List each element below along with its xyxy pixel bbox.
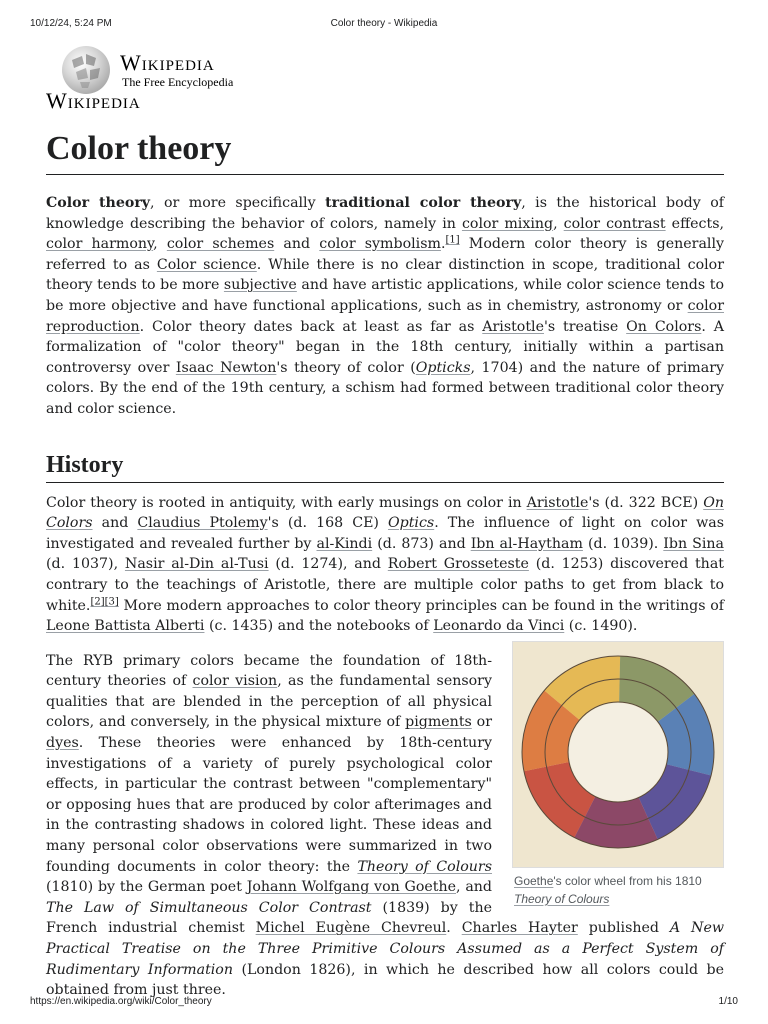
lead-paragraph [46, 193, 724, 420]
text-run: , 1704) and the nature of primary colors. By the end of the 19th century, a schism had formed between traditional color theory and color science. [46, 359, 724, 417]
print-datetime: 10/12/24, 5:24 PM [30, 18, 112, 29]
text-run: (1810) by the German poet [46, 879, 247, 896]
article-link[interactable]: color vision [192, 673, 278, 690]
article-link[interactable]: pigments [405, 714, 472, 731]
bold-term: traditional color theory [325, 195, 522, 211]
text-run: 's treatise [543, 318, 627, 335]
text-run: (c. 1435) and the notebooks of [204, 618, 434, 635]
text-run: , [553, 215, 564, 232]
text-run: More modern approaches to color theory principles can be found in the writings of [118, 597, 724, 614]
article-link[interactable]: Robert Grosseteste [387, 556, 529, 573]
article-link[interactable]: color symbolism [319, 236, 441, 253]
globe-icon [62, 46, 110, 94]
article-link[interactable]: Color science [156, 256, 257, 273]
section-heading-history: History [46, 448, 724, 483]
text-run: (d. 1253) discovered that contrary to the teachings of Aristotle, there are multiple color paths to get from black to white. [46, 556, 724, 614]
text-run: . Color theory dates back at least as far as [139, 318, 483, 335]
text-run: effects, [665, 215, 724, 232]
print-page-title: Color theory - Wikipedia [330, 18, 438, 29]
article-link[interactable]: color schemes [166, 236, 275, 253]
text-run: (d. 873) and [372, 535, 471, 552]
text-run: The RYB primary colors became the foundation of 18th-century theories of [46, 652, 492, 690]
article-link[interactable]: On Colors [626, 318, 702, 335]
text-run: (1839) by the French industrial chemist [46, 899, 492, 937]
article-link[interactable]: Optics [388, 515, 435, 532]
italic-title: A New Practical Treatise on the Three Primitive Colours Assumed as a Perfect System of Rudimentary Information [46, 920, 724, 978]
text-run: and [92, 515, 138, 532]
text-run: , or more specifically [150, 195, 326, 211]
text-run: (d. 1039). [582, 535, 664, 552]
article-link[interactable]: color contrast [563, 215, 666, 232]
italic-title: The Law of Simultaneous Color Contrast [46, 899, 372, 916]
article-link[interactable]: Opticks [415, 359, 471, 376]
article-link[interactable]: Ibn Sina [663, 535, 724, 552]
article-link[interactable]: subjective [223, 277, 297, 294]
article-link[interactable]: Aristotle [526, 494, 589, 511]
text-run: , [153, 236, 167, 253]
text-run: 's (d. 322 BCE) [588, 494, 704, 511]
goethe-color-wheel-figure [512, 641, 724, 912]
article-content [46, 124, 724, 1001]
color-wheel-image[interactable] [512, 641, 724, 868]
text-run: (d. 1274), and [268, 556, 388, 573]
article-link[interactable]: Charles Hayter [461, 920, 578, 937]
text-run: and have artistic applications, while color science tends to be more objective and have functional applications, such as in chemistry, astronomy or [46, 277, 724, 314]
text-run: . A formalization of "color theory" began in the 18th century, initially within a partisan controversy over [46, 318, 724, 376]
article-link[interactable]: On Colors [46, 494, 724, 532]
bold-term: Color theory [46, 195, 151, 211]
citation-link[interactable]: [2] [90, 595, 105, 607]
article-link[interactable]: dyes [46, 735, 79, 752]
text-run: or [471, 714, 492, 731]
print-page-number: 1/10 [718, 996, 738, 1007]
text-run: . These theories were enhanced by 18th-century investigations of a variety of purely psychological color effects, in particular the contrast between "complementary" or opposing hues that are produced by color afterimages and in the contrasting shadows in colored light. These ideas and many personal color observations were summarized in two founding documents in color theory: the [46, 735, 492, 875]
article-link[interactable]: Ibn al-Haytham [470, 535, 583, 552]
article-link[interactable]: Nasir al-Din al-Tusi [124, 556, 269, 573]
text-run: (London 1826), in which he described how all colors could be obtained from just three. [46, 961, 724, 999]
wordmark-secondary: Wikipedia [46, 88, 141, 113]
wordmark: Wikipedia [120, 50, 215, 75]
caption-text: 's color wheel from his 1810 [553, 873, 702, 888]
article-link[interactable]: color harmony [46, 236, 154, 253]
text-run: . [446, 920, 462, 937]
article-link[interactable]: Theory of Colours [357, 858, 492, 875]
article-link[interactable]: Michel Eugène Chevreul [255, 920, 447, 937]
article-link[interactable]: Isaac Newton [175, 359, 277, 376]
article-link[interactable]: al-Kindi [316, 535, 373, 552]
wheel-center [569, 703, 667, 801]
text-run: . While there is no clear distinction in scope, traditional color theory tends to be more [46, 256, 724, 294]
text-run: published [577, 920, 670, 937]
article-link[interactable]: color reproduction [46, 297, 724, 335]
tagline: The Free Encyclopedia [122, 75, 234, 89]
text-run: 's theory of color ( [276, 359, 416, 376]
text-run: (d. 1037), [46, 556, 125, 573]
citation-link[interactable]: [3] [104, 595, 119, 607]
text-run: Modern color theory is generally referred to as [46, 236, 724, 273]
text-run: (c. 1490). [564, 618, 638, 635]
caption-link-theory-of-colours[interactable]: Theory of Colours [514, 891, 610, 906]
text-run: . [440, 236, 446, 253]
article-link[interactable]: Johann Wolfgang von Goethe [246, 879, 457, 896]
article-link[interactable]: Leonardo da Vinci [433, 618, 565, 635]
article-link[interactable]: color mixing [461, 215, 554, 232]
article-link[interactable]: Leone Battista Alberti [46, 618, 205, 635]
article-link[interactable]: Claudius Ptolemy [137, 515, 268, 532]
page-title: Color theory [46, 124, 724, 175]
text-run: and [274, 236, 320, 253]
citation-link[interactable]: [1] [445, 234, 460, 246]
text-run: , and [456, 879, 492, 896]
history-paragraph-1 [46, 493, 724, 637]
print-header [30, 18, 738, 32]
text-run: . The influence of light on color was investigated and revealed further by [46, 515, 724, 552]
figure-caption [512, 868, 724, 912]
color-wheel-drawing [513, 642, 723, 867]
print-footer [30, 996, 738, 1010]
text-run: , as the fundamental sensory qualities that are blended in the perception of all physical colors, and conversely, in the physical mixture of [46, 673, 492, 731]
print-url: https://en.wikipedia.org/wiki/Color_theory [30, 996, 212, 1007]
article-link[interactable]: Aristotle [482, 318, 544, 335]
caption-link-goethe[interactable]: Goethe [514, 873, 554, 888]
text-run: Color theory is rooted in antiquity, with early musings on color in [46, 494, 527, 511]
text-run: 's (d. 168 CE) [267, 515, 389, 532]
text-run: , is the historical body of knowledge describing the behavior of colors, namely in [46, 195, 724, 232]
